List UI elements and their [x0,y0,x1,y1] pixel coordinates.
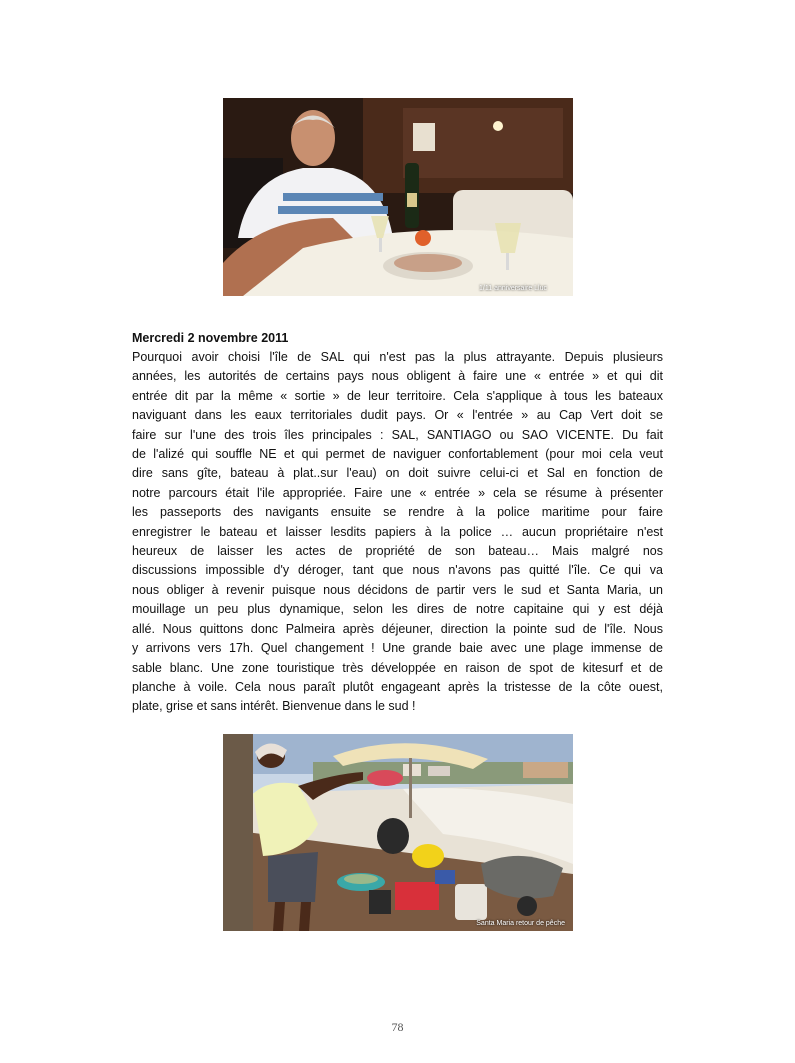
text-line: les passeports des navigants ensuite se rendre à la police maritime pour faire [132,505,663,520]
text-line: discussions impossible d'y déroger, tant que nous n'avons pas quitté l'île. Ce qui va [132,563,663,578]
text-line: heureux de laisser les actes de propriété de son bateau… Mais malgré nos [132,544,663,559]
photo-fishing-return [223,734,573,931]
birthday-dinner-image [223,98,573,296]
text-line: enregistrer le bateau et laisser lesdits papiers à la police … aucun propriétaire n'est [132,524,663,539]
fishing-return-image [223,734,573,931]
entry-body [132,348,663,717]
page-number: 78 [391,1020,404,1034]
text-line: faire sur l'une des trois îles principales : SAL, SANTIAGO ou SAO VICENTE. Du fait [132,427,663,442]
text-line: sable blanc. Une zone touristique très développée en raison de spot de kitesurf et de [132,660,663,675]
text-line: plate, grise et sans intérêt. Bienvenue dans le sud ! [132,699,416,714]
text-line: entrée dit par la même « sortie » de leur territoire. Cela s'applique à tous les bateaux [132,388,663,403]
text-line: planche à voile. Cela nous paraît plutôt engageant après la tristesse de la côte ouest, [132,679,663,694]
text-line: mouillage un peu plus dynamique, selon les dires de notre capitaine qui y est déjà [132,602,663,617]
photo-caption: Santa Maria retour de pêche [476,920,565,927]
text-line: Pourquoi avoir choisi l'île de SAL qui n'est pas la plus attrayante. Depuis plusieurs [132,350,663,364]
text-line: allé. Nous quittons donc Palmeira après déjeuner, direction la pointe sud de l'île. Nous [132,621,663,636]
photo-birthday-dinner [223,98,573,296]
text-line: notre parcours était l'ile appropriée. Faire une « entrée » cela se résume à présenter [132,485,663,500]
text-line: naviguant dans les eaux territoriales dudit pays. Or « l'entrée » au Cap Vert doit se [132,408,663,423]
text-line: années, les autorités de certains pays nous obligent à faire une « entrée » et qui dit [132,369,663,384]
text-line: dire sans gîte, bateau à plat..sur l'eau) on doit suivre celui-ci et Sal en fonction de [132,466,663,481]
text-line: de l'alizé qui souffle NE et qui permet de naviguer confortablement (pour moi cela veut [132,447,663,462]
entry-heading: Mercredi 2 novembre 2011 [132,331,289,345]
photo-caption: 1/11 anniversaire Lluc [479,285,547,292]
text-line: nous obliger à revenir puisque nous décidons de partir vers le sud et Santa Maria, un [132,582,663,597]
text-line: y arrivons vers 17h. Quel changement ! Une grande baie avec une plage immense de [132,641,663,656]
